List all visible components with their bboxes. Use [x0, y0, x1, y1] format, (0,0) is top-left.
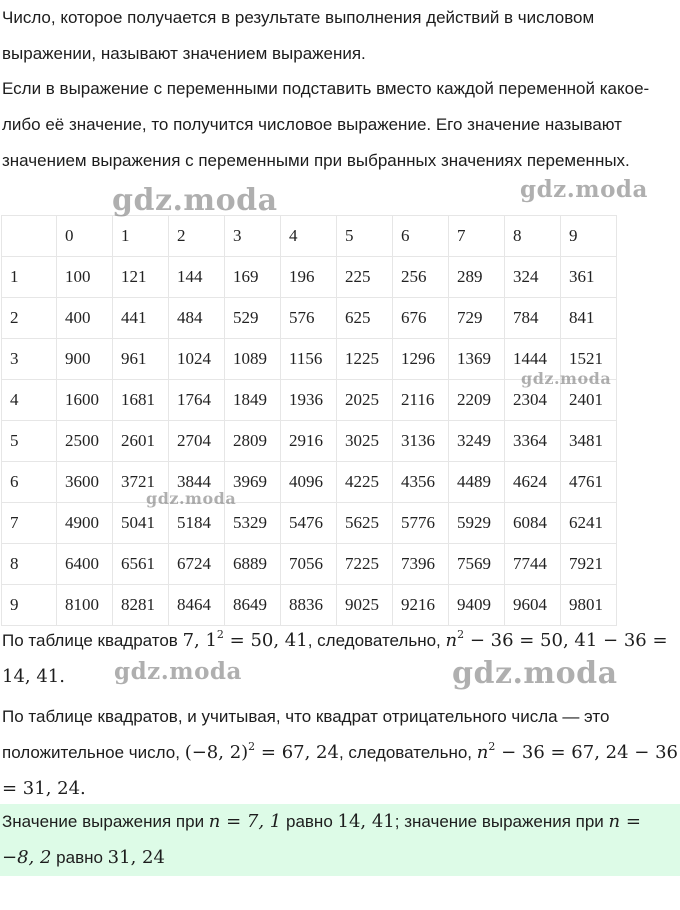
table-cell: 7569: [449, 544, 505, 585]
table-row: [2, 216, 617, 257]
math-expression: $n^2 - 36 = 50$, 41 − 36 = 14, 41.: [2, 628, 668, 687]
table-cell: 8649: [225, 585, 281, 626]
table-cell: 8: [2, 544, 57, 585]
table-cell: 1600: [57, 380, 113, 421]
table-cell: 7056: [281, 544, 337, 585]
table-cell: 5: [337, 216, 393, 257]
table-cell: 961: [113, 339, 169, 380]
watermark: gdz.moda: [521, 369, 612, 388]
table-cell: 9604: [505, 585, 561, 626]
table-cell: 5041: [113, 503, 169, 544]
table-cell: 2: [2, 298, 57, 339]
table-row: [2, 298, 617, 339]
table-cell: 8: [505, 216, 561, 257]
table-cell: 4761: [561, 462, 617, 503]
table-cell: 7396: [393, 544, 449, 585]
table-cell: [2, 216, 57, 257]
table-cell: 1: [2, 257, 57, 298]
table-cell: 121: [113, 257, 169, 298]
table-cell: 9025: [337, 585, 393, 626]
table-cell: 1: [113, 216, 169, 257]
table-row: [2, 585, 617, 626]
table-cell: 1849: [225, 380, 281, 421]
solution-text: , следовательно,: [307, 631, 446, 650]
table-cell: 4356: [393, 462, 449, 503]
table-cell: 5: [2, 421, 57, 462]
table-cell: 3136: [393, 421, 449, 462]
table-cell: 9409: [449, 585, 505, 626]
table-row: [2, 544, 617, 585]
table-cell: 6724: [169, 544, 225, 585]
answer-box: [0, 804, 680, 876]
table-cell: 5184: [169, 503, 225, 544]
solution-text: , следовательно,: [338, 743, 477, 762]
table-cell: 784: [505, 298, 561, 339]
table-cell: 2704: [169, 421, 225, 462]
answer-text: Значение выражения при n = 7, 1 равно 14, 41; значение выражения при n = −8, 2 равно 31, 24: [2, 811, 641, 868]
table-cell: 576: [281, 298, 337, 339]
table-cell: 225: [337, 257, 393, 298]
table-cell: 484: [169, 298, 225, 339]
table-cell: 8281: [113, 585, 169, 626]
table-cell: 7: [449, 216, 505, 257]
table-cell: 9: [561, 216, 617, 257]
table-cell: 400: [57, 298, 113, 339]
table-cell: 2401: [561, 380, 617, 421]
table-cell: 3600: [57, 462, 113, 503]
table-cell: 3844: [169, 462, 225, 503]
table-cell: 5625: [337, 503, 393, 544]
solution-step-2: [0, 699, 680, 807]
table-cell: 9216: [393, 585, 449, 626]
table-cell: 1156: [281, 339, 337, 380]
squares-table: [1, 215, 617, 626]
table-cell: 361: [561, 257, 617, 298]
table-cell: 144: [169, 257, 225, 298]
table-cell: 3969: [225, 462, 281, 503]
table-cell: 1444: [505, 339, 561, 380]
table-cell: 6: [393, 216, 449, 257]
table-cell: 0: [57, 216, 113, 257]
table-cell: 289: [449, 257, 505, 298]
table-cell: 4: [2, 380, 57, 421]
table-cell: 4489: [449, 462, 505, 503]
watermark: gdz.moda: [114, 658, 242, 685]
table-cell: 196: [281, 257, 337, 298]
table-cell: 1024: [169, 339, 225, 380]
definition-paragraph: Число, которое получается в результате выполнения действий в числовом выражении, называют значением выражения.: [2, 8, 595, 63]
table-cell: 2601: [113, 421, 169, 462]
math-expression: (−8, 2)$^2$ = 67, 24: [184, 740, 339, 763]
table-cell: 4225: [337, 462, 393, 503]
table-cell: 1089: [225, 339, 281, 380]
table-cell: 4900: [57, 503, 113, 544]
table-cell: 8836: [281, 585, 337, 626]
table-cell: 900: [57, 339, 113, 380]
table-cell: 2304: [505, 380, 561, 421]
table-cell: 6561: [113, 544, 169, 585]
table-cell: 8464: [169, 585, 225, 626]
table-cell: 9: [2, 585, 57, 626]
table-cell: 5776: [393, 503, 449, 544]
watermark: gdz.moda: [452, 656, 618, 691]
table-cell: 1936: [281, 380, 337, 421]
table-cell: 8100: [57, 585, 113, 626]
table-cell: 6: [2, 462, 57, 503]
table-cell: 529: [225, 298, 281, 339]
table-cell: 6084: [505, 503, 561, 544]
table-cell: 3249: [449, 421, 505, 462]
table-cell: 2: [169, 216, 225, 257]
table-cell: 3721: [113, 462, 169, 503]
table-cell: 2209: [449, 380, 505, 421]
table-cell: 1681: [113, 380, 169, 421]
table-cell: 6241: [561, 503, 617, 544]
table-cell: 2916: [281, 421, 337, 462]
table-row: [2, 503, 617, 544]
solution-text: По таблице квадратов: [2, 631, 183, 650]
table-cell: 6400: [57, 544, 113, 585]
table-cell: 3364: [505, 421, 561, 462]
watermark: gdz.moda: [146, 489, 237, 508]
table-cell: 7225: [337, 544, 393, 585]
variable-expression-paragraph: Если в выражение с переменными подставить вместо каждой переменной какое-либо её значение, то получится числовое выражение. Его значение называют значением выражения с переменными при выбранных значениях переменных.: [2, 79, 650, 170]
table-cell: 841: [561, 298, 617, 339]
table-row: [2, 462, 617, 503]
table-cell: 100: [57, 257, 113, 298]
table-cell: 256: [393, 257, 449, 298]
table-cell: 7921: [561, 544, 617, 585]
table-cell: 6889: [225, 544, 281, 585]
watermark: gdz.moda: [520, 176, 648, 203]
table-cell: 7: [2, 503, 57, 544]
table-cell: 5476: [281, 503, 337, 544]
solution-text: По таблице квадратов, и учитывая, что квадрат отрицательного числа — это положительное число,: [2, 707, 610, 762]
table-cell: 1369: [449, 339, 505, 380]
table-cell: 2500: [57, 421, 113, 462]
table-row: [2, 257, 617, 298]
table-cell: 5329: [225, 503, 281, 544]
table-cell: 441: [113, 298, 169, 339]
table-cell: 3025: [337, 421, 393, 462]
table-cell: 3: [2, 339, 57, 380]
table-cell: 676: [393, 298, 449, 339]
table-cell: 2025: [337, 380, 393, 421]
table-cell: 2116: [393, 380, 449, 421]
table-cell: 169: [225, 257, 281, 298]
watermark: gdz.moda: [112, 183, 278, 218]
table-cell: 324: [505, 257, 561, 298]
table-cell: 3481: [561, 421, 617, 462]
table-cell: 5929: [449, 503, 505, 544]
table-cell: 1764: [169, 380, 225, 421]
table-cell: 4096: [281, 462, 337, 503]
table-cell: 2809: [225, 421, 281, 462]
table-cell: 9801: [561, 585, 617, 626]
table-cell: 625: [337, 298, 393, 339]
table-cell: 4624: [505, 462, 561, 503]
math-expression: 7, $1^2 = 50$, 41: [182, 628, 308, 651]
table-cell: 3: [225, 216, 281, 257]
table-cell: 1296: [393, 339, 449, 380]
math-expression: $n^2 - 36 = 67$, 24 − 36 = 31, 24.: [2, 740, 678, 799]
table-row: [2, 421, 617, 462]
table-cell: 4: [281, 216, 337, 257]
table-cell: 1225: [337, 339, 393, 380]
table-cell: 729: [449, 298, 505, 339]
table-cell: 1521: [561, 339, 617, 380]
table-cell: 7744: [505, 544, 561, 585]
